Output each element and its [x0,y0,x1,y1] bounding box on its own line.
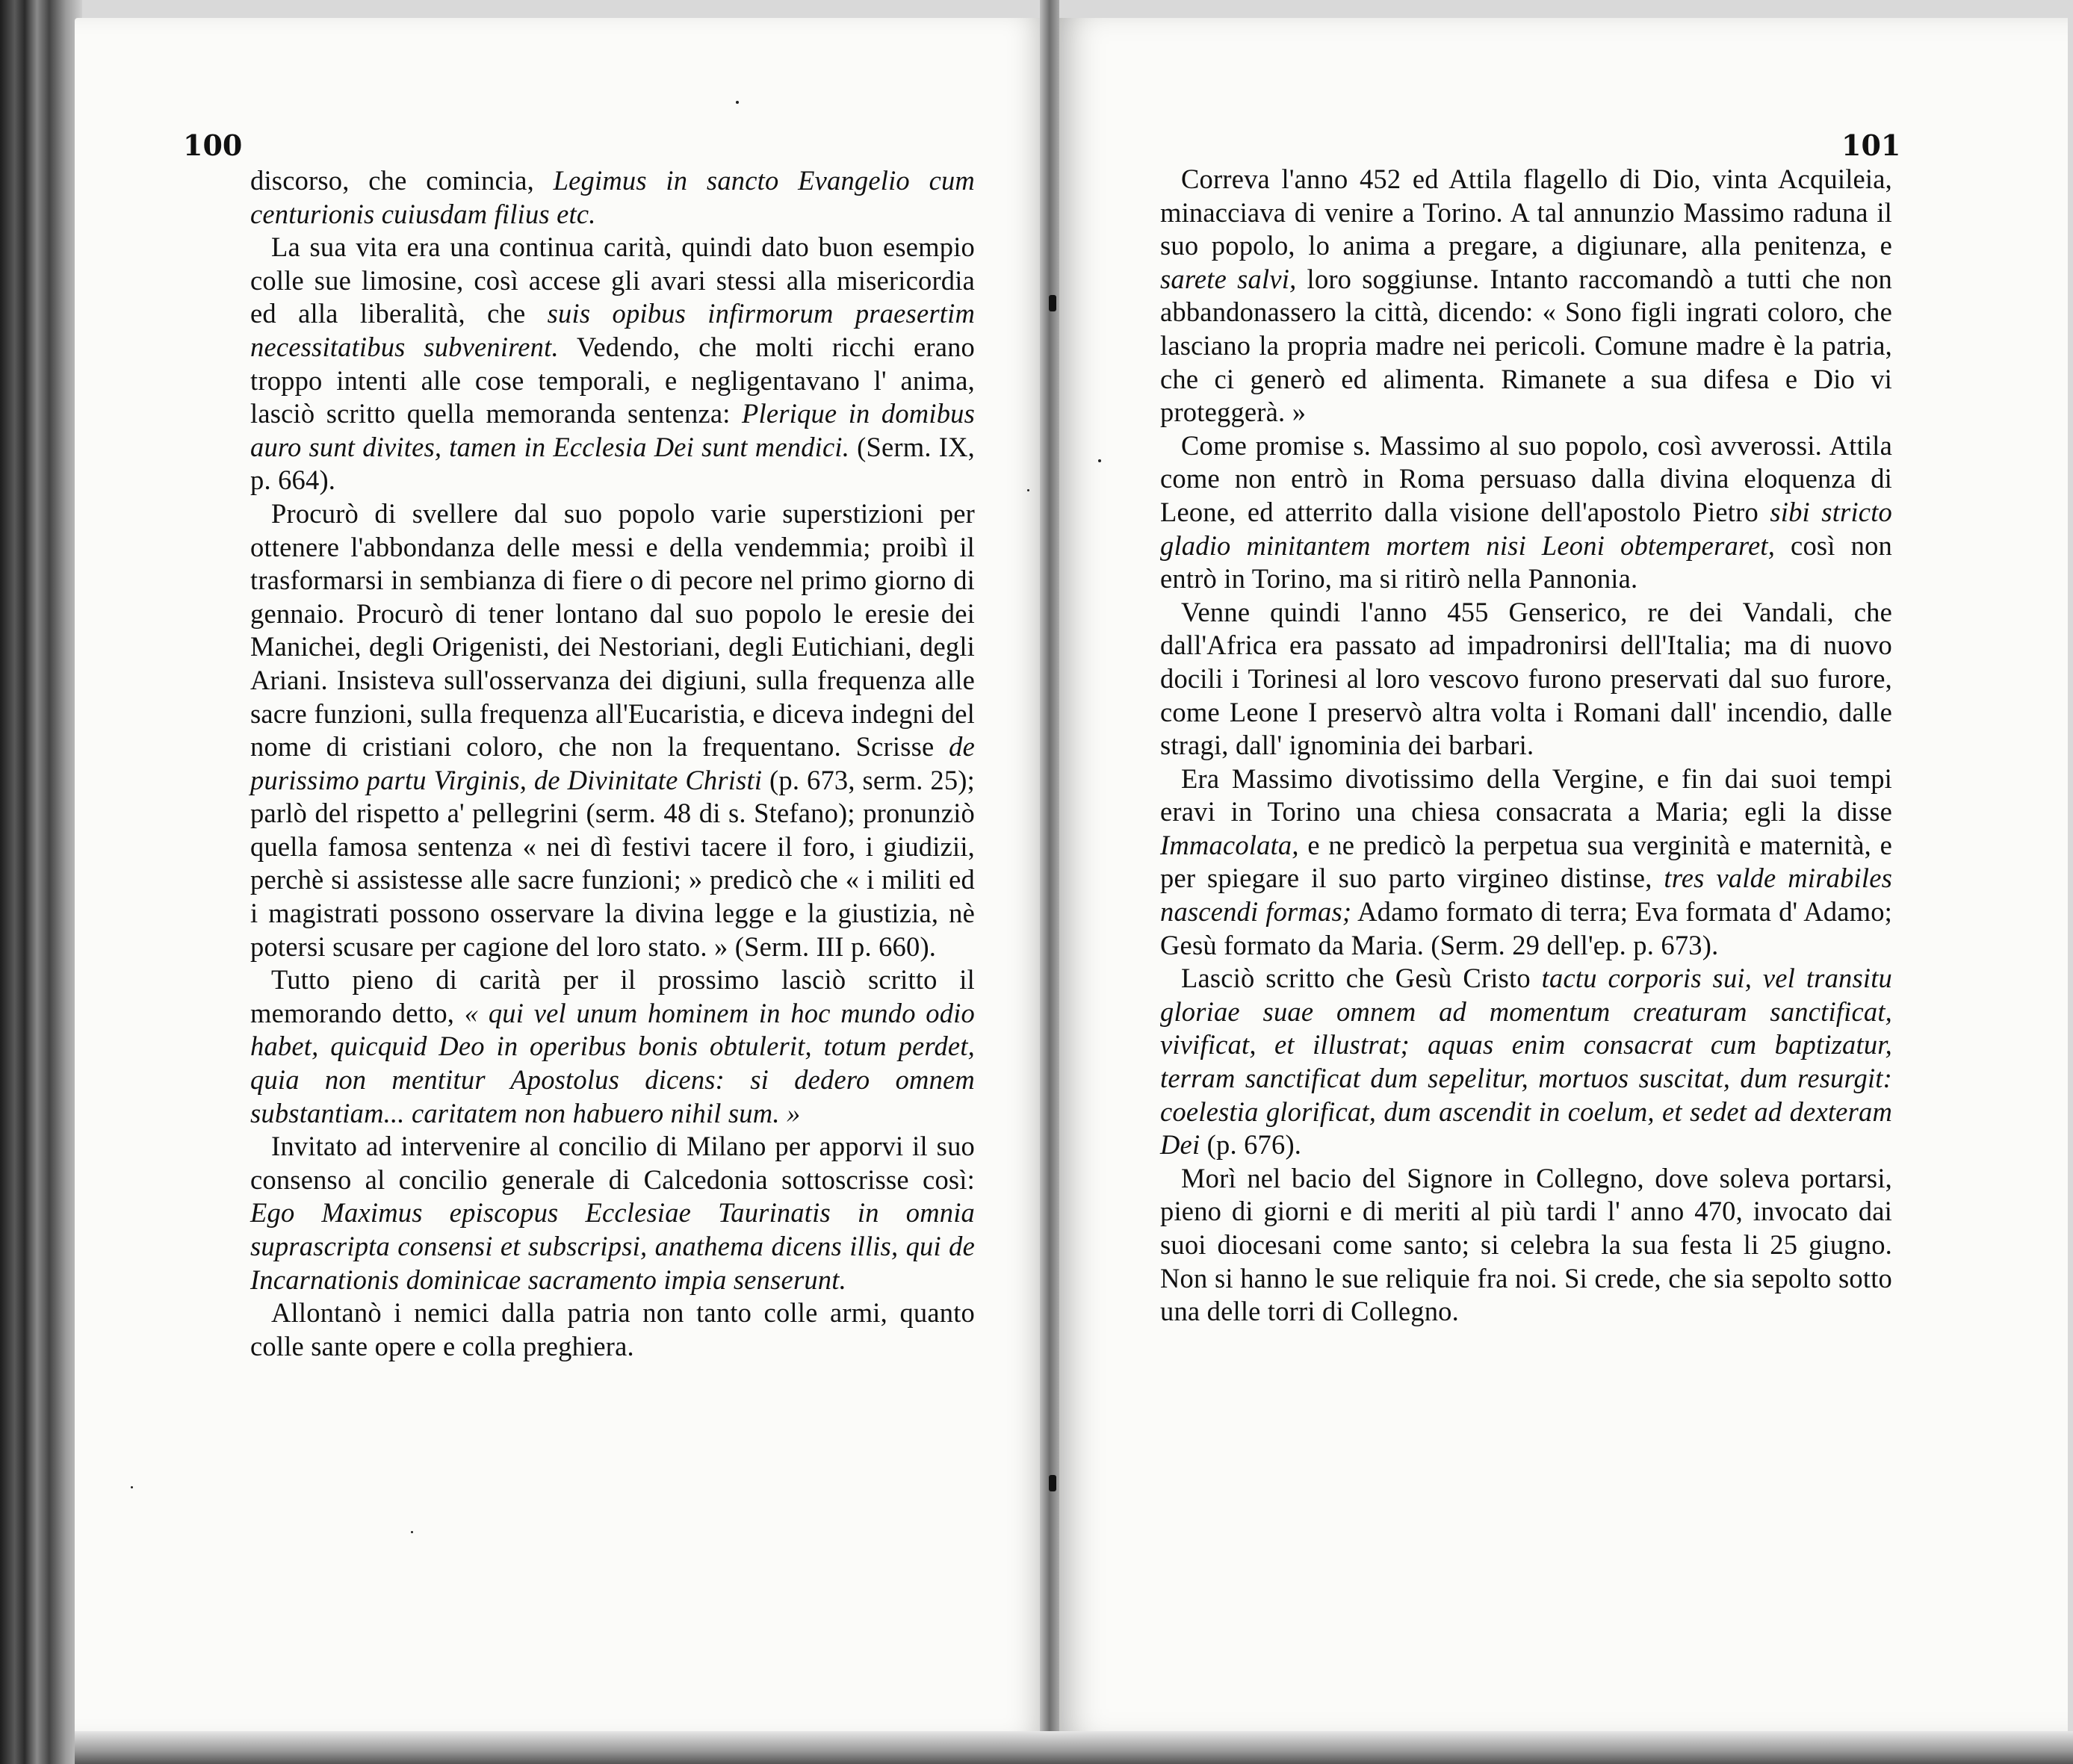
italic-text-run: « qui vel unum hominem in hoc mundo odio habet, quicquid Deo in operibus bonis obtulerit, totum perdet, quia non mentitur Apostolus dicens: si dedero omnem substantiam... caritatem non habuero nihil sum. » [250,997,975,1128]
text-run: e ne predicò la perpetua sua verginità e maternità, e per spiegare il suo parto virgineo distinse, [1160,829,1892,894]
left-page-text [250,164,975,1363]
paragraph [250,963,975,1130]
italic-text-run: Ego Maximus episcopus Ecclesiae Taurinatis in omnia suprascripta consensi et subscripsi, anathema dicens illis, qui de Incarnationis dominicae sacramento impia senserunt. [250,1197,975,1295]
paragraph [1160,429,1892,596]
book-gutter [1040,0,1059,1764]
text-run: Allontanò i nemici dalla patria non tanto colle armi, quanto colle sante opere e colla preghiera. [250,1297,975,1361]
text-run: (p. 676). [1200,1129,1302,1161]
text-run: discorso, che comincia, [250,165,554,196]
text-run: (Serm. IX, p. 664). [250,431,975,496]
text-run: Venne quindi l'anno 455 Genserico, re dei Vandali, che dall'Africa era passato ad impadronirsi dell'Italia; ma di nuovo docili i Torinesi al loro vescovo furono preservati dal suo furore, come Leone I preservò altra volta i Romani dall' incendio, dalle stragi, dall' ignominia dei barbari. [1160,596,1892,761]
text-run: Procurò di svellere dal suo popolo varie superstizioni per ottenere l'abbondanza delle messi e della vendemmia; proibì il trasformarsi in sembianza di fiere o di pecore nel primo giorno di gennaio. Procurò di tener lontano dal suo popolo le eresie dei Manichei, degli Origenisti, dei Nestoriani, degli Eutichiani, degli Ariani. Insisteva sull'osservanza dei digiuni, sulla frequenza alle sacre funzioni, sulla frequenza all'Eucaristia, e diceva indegni del nome di cristiani coloro, che non la frequentano. Scrisse [250,497,975,763]
paragraph [250,1130,975,1296]
text-run: Lasciò scritto che Gesù Cristo [1181,963,1542,994]
italic-text-run: tactu corporis sui, vel transitu gloriae suae omnem ad momentum creaturam sanctificat, vivificat, et illustrat; aquas enim consacrat cum baptizatur, terram sanctificat dum sepelitur, mortuos suscitat, dum resurgit: coelestia glorificat, dum ascendit in coelum, et sedet ad dexteram Dei [1160,963,1893,1161]
italic-text-run: Plerique in domibus auro sunt divites, tamen in Ecclesia Dei sunt mendici. [250,398,976,462]
paragraph [250,497,975,963]
text-run: Vedendo, che molti ricchi erano troppo intenti alle cose temporali, e negligentavano l' anima, lasciò scritto quella memoranda sentenza: [250,331,975,429]
page-number-right: 101 [1841,128,1901,162]
text-run: Adamo formato di terra; Eva formata d' Adamo; Gesù formato da Maria. (Serm. 29 dell'ep. p. 673). [1160,896,1892,960]
italic-text-run: Immacolata, [1160,829,1299,860]
text-run: Morì nel bacio del Signore in Collegno, dove soleva portarsi, pieno di giorni e di meriti al più tardi l' anno 470, invocato dai suoi diocesani come santo; si celebra la sua festa li 25 giugno. Non si hanno le sue reliquie fra noi. Si crede, che sia sepolto sotto una delle torri di Collegno. [1160,1162,1892,1327]
italic-text-run: sibi stricto gladio minitantem mortem nisi Leoni obtemperaret, [1160,496,1892,561]
gutter-mark [1049,295,1056,311]
page-bottom-edge [75,1731,2073,1764]
paragraph [1160,596,1892,763]
text-run: (p. 673, serm. 25); parlò del rispetto a' pellegrini (serm. 48 di s. Stefano); pronunziò quella famosa sentenza « nei dì festivi tacere il foro, i giudizii, perchè si assistesse alle sacre funzioni; » predicò che « i militi ed i magistrati possono osservare la divina legge e la giustizia, nè potersi scusare per cagione del loro stato. » (Serm. III p. 660). [250,764,976,962]
text-run: così non entrò in Torino, ma si ritirò nella Pannonia. [1160,529,1892,594]
italic-text-run: de purissimo partu Virginis, de Divinitate Christi [250,731,975,795]
text-run: Invitato ad intervenire al concilio di Milano per apporvi il suo consenso al concilio generale di Calcedonia sottoscrisse così: [250,1131,975,1195]
text-run: Era Massimo divotissimo della Vergine, e fin dai suoi tempi eravi in Torino una chiesa consacrata a Maria; egli la disse [1160,763,1892,827]
paragraph [1160,1162,1892,1329]
paragraph [1160,163,1892,429]
paragraph [250,231,975,497]
text-run: Correva l'anno 452 ed Attila flagello di Dio, vinta Acquileia, minacciava di venire a Torino. A tal annunzio Massimo raduna il suo popolo, lo anima a pregare, a digiunare, alla penitenza, e [1160,164,1892,261]
italic-text-run: sarete salvi, [1160,263,1297,294]
text-run: Come promise s. Massimo al suo popolo, così avverossi. Attila come non entrò in Roma persuaso dalla divina eloquenza di Leone, ed atterrito dalla visione dell'apostolo Pietro [1160,429,1892,527]
page-number-left: 100 [183,128,243,162]
italic-text-run: tres valde mirabiles nascendi formas; [1160,863,1893,928]
paragraph [1160,763,1892,963]
italic-text-run: Legimus in sancto Evangelio cum centurionis cuiusdam filius etc. [250,165,975,229]
gutter-mark [1049,1475,1056,1491]
book-binding-edge [0,0,82,1764]
paragraph [250,164,975,231]
paragraph [1160,962,1892,1162]
paragraph [250,1296,975,1363]
italic-text-run: suis opibus infirmorum praesertim necessitatibus subvenirent. [250,298,976,362]
text-run: La sua vita era una continua carità, quindi dato buon esempio colle sue limosine, così accese gli avari stessi alla misericordia ed alla liberalità, che [250,232,975,329]
text-run: loro soggiunse. Intanto raccomandò a tutti che non abbandonassero la città, dicendo: « Sono figli ingrati coloro, che lasciano la propria madre nei pericoli. Comune madre è la patria, che ci generò ed alimenta. Rimanete a sua difesa e Dio vi proteggerà. » [1160,263,1892,428]
right-page-text [1160,163,1892,1329]
text-run: Tutto pieno di carità per il prossimo lasciò scritto il memorando detto, [250,964,975,1028]
